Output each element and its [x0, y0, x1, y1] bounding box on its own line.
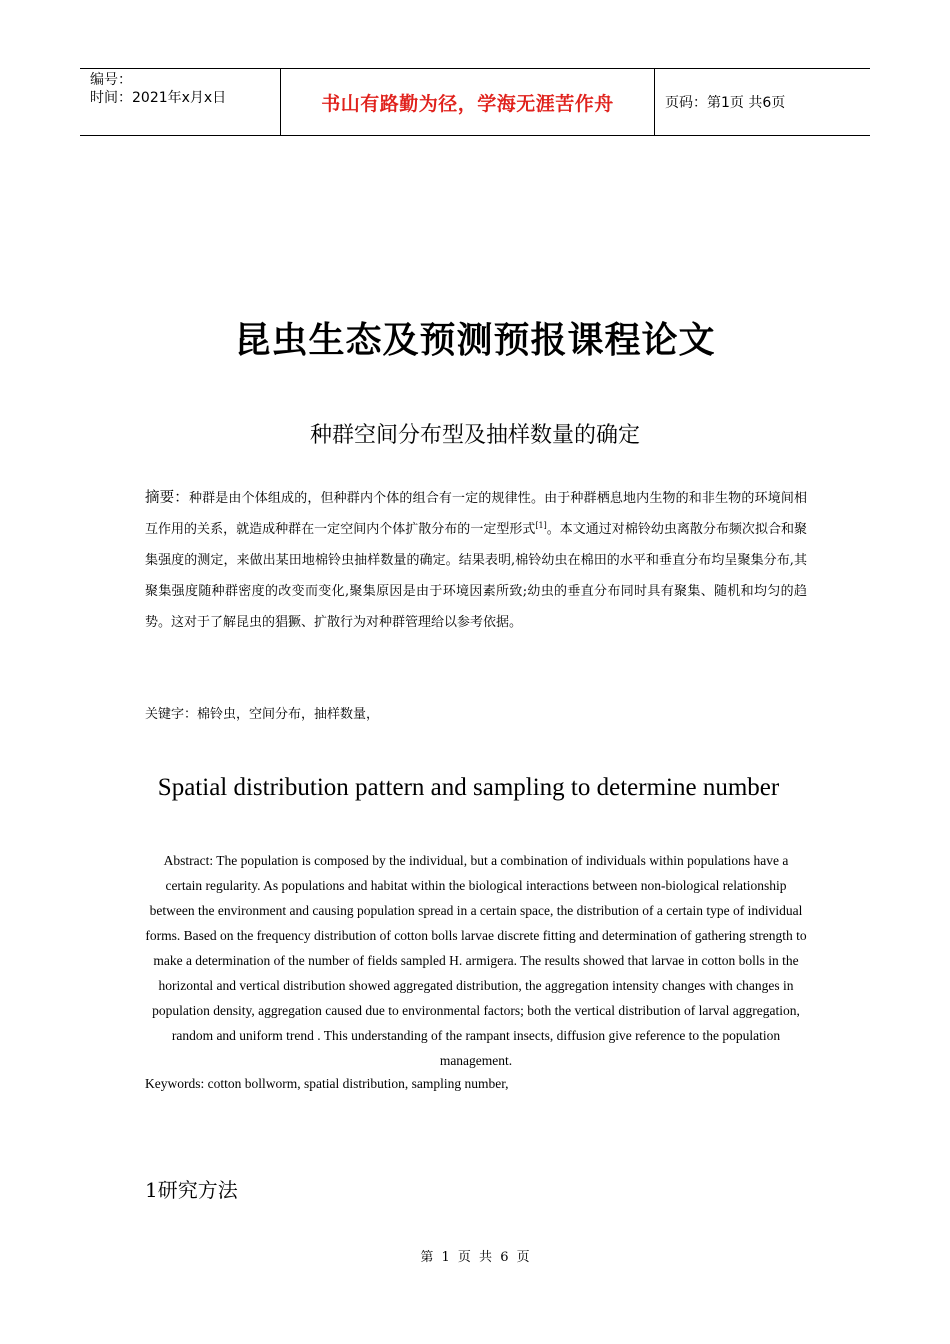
- page-header: [80, 68, 870, 136]
- header-page-code: 页码：第1页 共6页: [665, 95, 786, 111]
- chinese-abstract-label: 摘要：: [145, 490, 189, 506]
- english-title: Spatial distribution pattern and sampling to determine number: [157, 774, 780, 801]
- chinese-abstract-text-2: 。本文通过对棉铃幼虫离散分布频次拟合和聚集强度的测定，来做出某田地棉铃虫抽样数量的确定。结果表明,棉铃幼虫在棉田的水平和垂直分布均呈聚集分布,其聚集强度随种群密度的改变而变化,聚集原因是由于环境因素所致;幼虫的垂直分布同时具有聚集、随机和均匀的趋势。这对于了解昆虫的猖獗、扩散行为对种群管理给以参考依据。: [145, 522, 807, 630]
- english-abstract: Abstract: The population is composed by the individual, but a combination of individuals within populations have a certain regularity. As populations and habitat within the biological interactions between non-biological relationship between the environment and causing population spread in a certain space, the distribution of a certain type of individual forms. Based on the frequency distribution of cotton bolls larvae discrete fitting and determination of gathering strength to make a determination of the number of fields sampled H. armigera. The results showed that larvae in cotton bolls in the horizontal and vertical distribution showed aggregated distribution, the aggregation intensity changes with changes in population density, aggregation caused due to environmental factors; both the vertical distribution of larval aggregation, random and uniform trend . This understanding of the rampant insects, diffusion give reference to the population management.: [145, 853, 807, 1068]
- header-motto: 书山有路勤为径，学海无涯苦作舟: [321, 92, 614, 115]
- chinese-abstract: [145, 483, 807, 638]
- citation-ref: [1]: [535, 521, 547, 530]
- chinese-keywords: 关键字：棉铃虫，空间分布，抽样数量，: [145, 707, 380, 722]
- document-number-label: 编号：: [90, 72, 132, 88]
- section-heading: 1研究方法: [145, 1178, 238, 1202]
- english-keywords: Keywords: cotton bollworm, spatial distribution, sampling number,: [145, 1076, 509, 1091]
- header-motto-cell: [281, 69, 655, 135]
- document-date: 时间：2021年x月x日: [90, 90, 227, 106]
- paper-subtitle: 种群空间分布型及抽样数量的确定: [309, 423, 640, 448]
- page-footer: 第 1 页 共 6 页: [420, 1250, 530, 1265]
- paper-title: 昆虫生态及预测预报课程论文: [234, 319, 716, 361]
- chinese-abstract-text-1: 种群是由个体组成的，但种群内个体的组合有一定的规律性。由于种群栖息地内生物的和非生物的环境间相互作用的关系，就造成种群在一定空间内个体扩散分布的一定型形式: [145, 491, 807, 537]
- header-page-code-cell: [655, 69, 870, 135]
- header-meta-cell: [80, 69, 281, 135]
